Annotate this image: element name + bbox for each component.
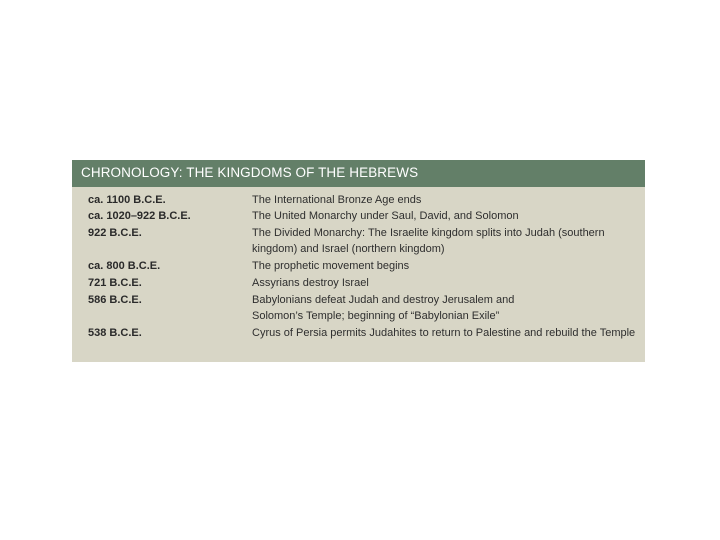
row-event: Assyrians destroy Israel (252, 277, 369, 289)
row-event: The United Monarchy under Saul, David, and Solomon (252, 210, 519, 222)
row-event: The prophetic movement begins (252, 260, 410, 272)
row-date: ca. 800 B.C.E. (88, 260, 161, 272)
panel-header (72, 160, 645, 187)
row-event: The Divided Monarchy: The Israelite kingdom splits into Judah (southern kingdom) and Israel (northern kingdom) (252, 227, 605, 255)
row-date: 922 B.C.E. (88, 227, 142, 239)
row-date: 538 B.C.E. (88, 327, 142, 339)
row-date: ca. 1100 B.C.E. (88, 194, 166, 206)
panel-title: CHRONOLOGY: THE KINGDOMS OF THE HEBREWS (81, 165, 419, 180)
row-date: 586 B.C.E. (88, 294, 142, 306)
chronology-panel (72, 160, 645, 362)
row-event: Babylonians defeat Judah and destroy Jerusalem and Solomon’s Temple; beginning of “Babylonian Exile” (252, 294, 515, 322)
row-event: The International Bronze Age ends (252, 194, 422, 206)
row-date: 721 B.C.E. (88, 277, 142, 289)
row-date: ca. 1020–922 B.C.E. (88, 210, 191, 222)
row-event: Cyrus of Persia permits Judahites to return to Palestine and rebuild the Temple (252, 327, 636, 339)
